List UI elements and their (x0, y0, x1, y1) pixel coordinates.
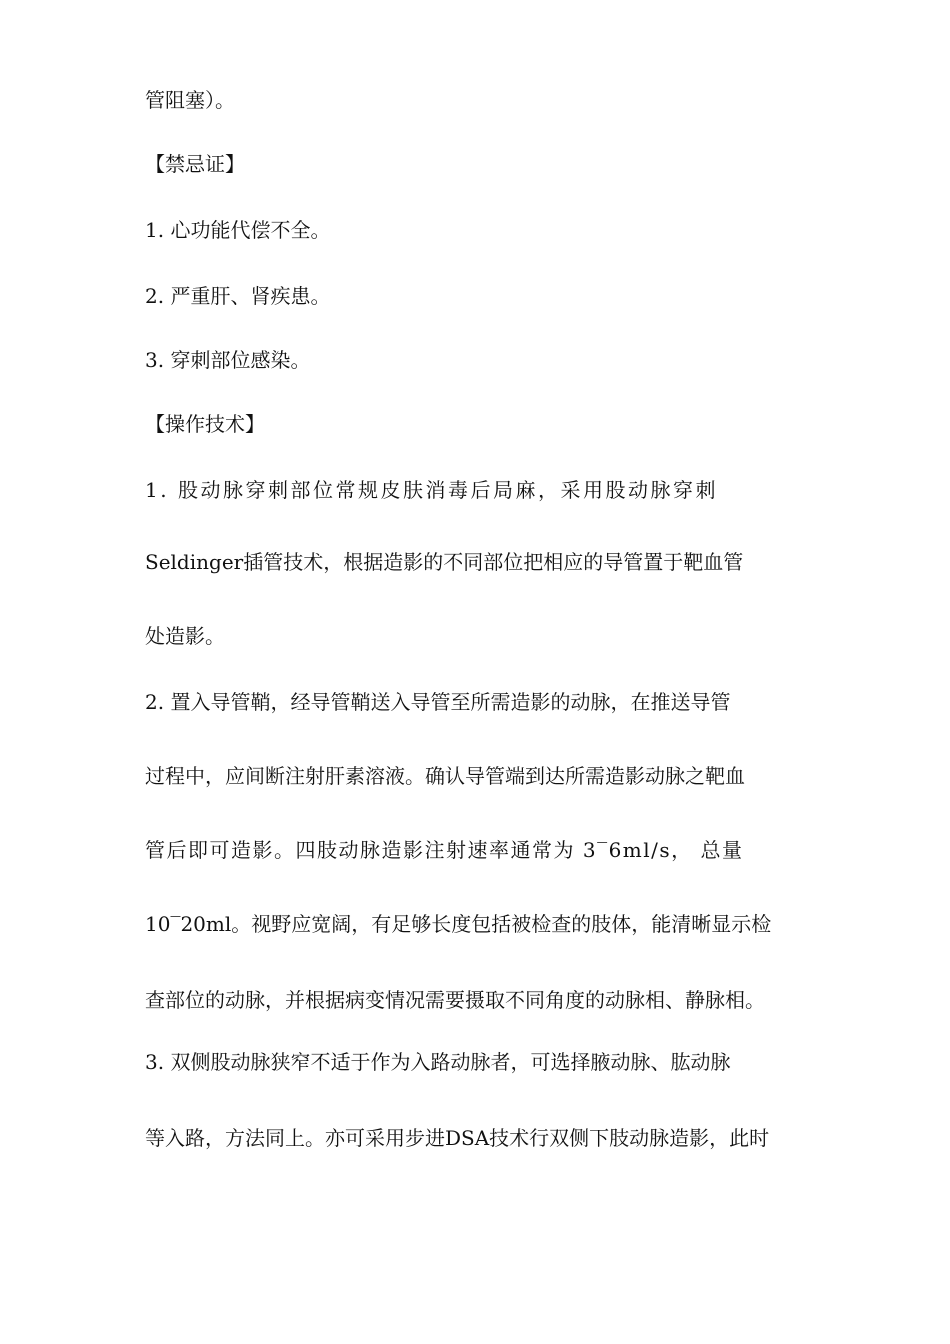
paragraph-line: 查部位的动脉，并根据病变情况需要摄取不同角度的动脉相、静脉相。 (145, 988, 765, 1012)
list-item: 3. 双侧股动脉狭窄不适于作为入路动脉者，可选择腋动脉、肱动脉 (145, 1050, 731, 1074)
section-heading-technique: 【操作技术】 (145, 412, 265, 436)
paragraph-line: 处造影。 (145, 624, 225, 648)
paragraph-line: 10‾20ml。视野应宽阔，有足够长度包括被检查的肢体，能清晰显示检 (145, 912, 772, 936)
paragraph-line: 1. 股动脉穿刺部位常规皮肤消毒后局麻，采用股动脉穿刺 (145, 478, 718, 502)
list-item: 1. 心功能代偿不全。 (145, 218, 331, 242)
paragraph-line: 过程中，应间断注射肝素溶液。确认导管端到达所需造影动脉之靶血 (145, 764, 745, 788)
section-heading-contraindications: 【禁忌证】 (145, 152, 245, 176)
paragraph-line: 等入路，方法同上。亦可采用步进DSA技术行双侧下肢动脉造影，此时 (145, 1126, 770, 1150)
list-item: 3. 穿刺部位感染。 (145, 348, 311, 372)
paragraph-line: 管后即可造影。四肢动脉造影注射速率通常为 3‾6ml/s， 总量 (145, 838, 744, 862)
paragraph-line: 2. 置入导管鞘，经导管鞘送入导管至所需造影的动脉，在推送导管 (145, 690, 731, 714)
text-line-continuation: 管阻塞）。 (145, 88, 235, 112)
list-item: 2. 严重肝、肾疾患。 (145, 284, 331, 308)
paragraph-line: Seldinger插管技术，根据造影的不同部位把相应的导管置于靶血管 (145, 550, 744, 574)
